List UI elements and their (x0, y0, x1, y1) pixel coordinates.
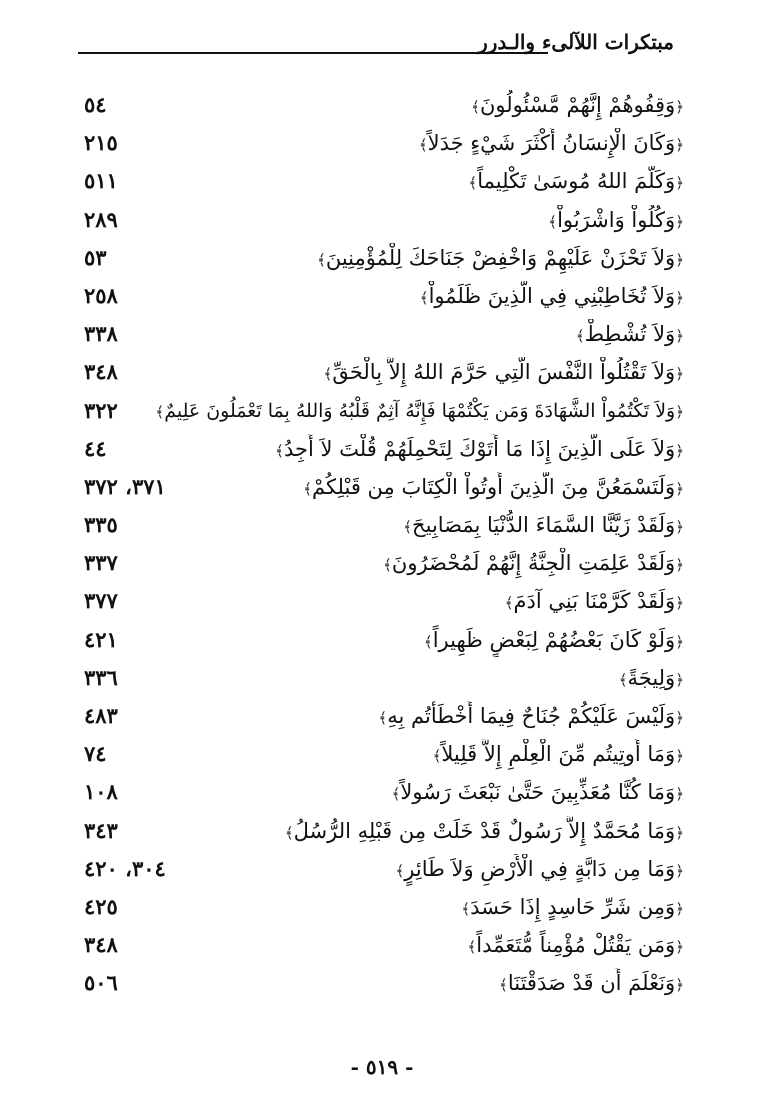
verse-open-bracket: ﴿ (675, 98, 684, 116)
page-reference: ٣٣٧ (84, 550, 118, 576)
verse-text (424, 625, 684, 657)
verse-close-bracket: ﴾ (303, 479, 312, 498)
verse-words: وَمَا مِن دَابَّةٍ فِي الْأَرْضِ وَلاَ طَائِرٍ (404, 856, 676, 881)
verse-open-bracket: ﴿ (675, 823, 684, 842)
verse-close-bracket: ﴾ (499, 976, 508, 995)
verse-words: وَمَا مُحَمَّدٌ إِلاَّ رَسُولٌ قَدْ خَلَتْ مِن قَبْلِهِ الرُّسُلُ (293, 818, 676, 843)
page-reference: ٥٣ (84, 244, 107, 270)
verse-close-bracket: ﴾ (471, 98, 480, 116)
verse-text (461, 892, 684, 924)
verse-close-bracket: ﴾ (317, 250, 326, 269)
verse-text (317, 243, 684, 275)
page-reference: ٣٣٨ (84, 321, 118, 347)
verse-text (419, 128, 684, 160)
page-reference: ٣٤٨ (84, 932, 118, 958)
verse-words: وَكَلَّمَ اللهُ مُوسَىٰ تَكْلِيماً (477, 169, 676, 194)
page-reference: ٣٠٤، ٤٢٠ (84, 855, 166, 881)
verse-words: وَكَانَ الْإِنسَانُ أَكْثَرَ شَيْءٍ جَدَلاً (427, 131, 676, 156)
verse-text (378, 701, 684, 733)
verse-close-bracket: ﴾ (284, 823, 294, 842)
verse-words: وَلَوْ كَانَ بَعْضُهُمْ لِبَعْضٍ ظَهِيراً (432, 627, 676, 652)
verse-index-list (84, 86, 684, 1003)
verse-text (468, 930, 685, 962)
verse-open-bracket: ﴿ (675, 632, 684, 651)
index-entry (84, 124, 684, 162)
page-reference: ٢٨٩ (84, 206, 118, 232)
index-entry (84, 353, 684, 391)
page-number: - ٥١٩ - (350, 1055, 414, 1079)
index-entry (84, 392, 684, 430)
verse-close-bracket: ﴾ (432, 747, 442, 766)
verse-text (392, 777, 684, 809)
verse-text (471, 90, 684, 122)
index-entry (84, 277, 684, 315)
verse-open-bracket: ﴿ (675, 441, 684, 460)
index-entry (84, 697, 684, 735)
verse-close-bracket: ﴾ (468, 174, 478, 193)
index-entry (84, 964, 684, 1002)
verse-words: وَلاَ عَلَى الَّذِينَ إِذَا مَا أَتَوْكَ لِتَحْمِلَهُمْ قُلْتَ لاَ أَجِدُ (283, 436, 676, 461)
verse-text (468, 166, 684, 198)
verse-open-bracket: ﴿ (675, 212, 684, 231)
verse-text (433, 739, 684, 771)
verse-words: وَلاَ تَحْزَنْ عَلَيْهِمْ وَاخْفِضْ جَنَاحَكَ لِلْمُؤْمِنِينَ (325, 245, 676, 270)
verse-close-bracket: ﴾ (548, 212, 558, 231)
page-reference: ٥١١ (84, 168, 118, 194)
verse-close-bracket: ﴾ (323, 365, 333, 384)
verse-text (303, 472, 684, 504)
verse-close-bracket: ﴾ (504, 594, 514, 613)
verse-close-bracket: ﴾ (391, 785, 401, 804)
verse-open-bracket: ﴿ (675, 785, 684, 804)
verse-close-bracket: ﴾ (155, 402, 165, 421)
verse-words: وَقِفُوهُمْ إِنَّهُمْ مَّسْئُولُونَ (479, 93, 676, 117)
verse-open-bracket: ﴿ (675, 250, 684, 269)
verse-words: وَمِن شَرِّ حَاسِدٍ إِذَا حَسَدَ (470, 894, 676, 919)
verse-close-bracket: ﴾ (403, 518, 413, 537)
index-entry (84, 659, 684, 697)
verse-words: وَلاَ تُشْطِطْ (584, 322, 676, 347)
verse-close-bracket: ﴾ (418, 136, 428, 155)
verse-text (324, 357, 684, 389)
page-reference: ٤٤ (84, 435, 107, 461)
verse-open-bracket: ﴿ (675, 365, 684, 384)
verse-text (499, 968, 684, 1000)
verse-close-bracket: ﴾ (467, 938, 477, 957)
verse-close-bracket: ﴾ (461, 899, 471, 918)
verse-open-bracket: ﴿ (675, 594, 684, 613)
verse-words: وَلَقَدْ كَرَّمْنَا بَنِي آدَمَ (513, 589, 676, 614)
index-entry (84, 888, 684, 926)
verse-words: وَكُلُواْ وَاشْرَبُواْ (557, 207, 676, 232)
page-reference: ٤٨٣ (84, 703, 118, 728)
verse-open-bracket: ﴿ (675, 136, 684, 155)
verse-open-bracket: ﴿ (675, 670, 684, 689)
verse-text (403, 510, 684, 542)
index-entry (84, 315, 684, 353)
index-entry (84, 735, 684, 773)
index-entry (84, 239, 684, 277)
page-reference: ٥٠٦ (84, 970, 118, 996)
verse-words: وَلَقَدْ عَلِمَتِ الْجِنَّةُ إِنَّهُمْ لَمُحْضَرُونَ (391, 551, 676, 576)
verse-open-bracket: ﴿ (675, 709, 684, 727)
verse-text (505, 586, 684, 618)
verse-open-bracket: ﴿ (675, 747, 684, 766)
verse-words: وَلاَ تَقْتُلُواْ النَّفْسَ الَّتِي حَرَّمَ اللهُ إِلاَّ بِالْحَقِّ (332, 360, 676, 385)
page-reference: ٣٧١، ٣٧٢ (84, 473, 166, 499)
page-reference: ٣٣٥ (84, 512, 118, 538)
index-entry (84, 926, 684, 964)
verse-words: وَلَتَسْمَعُنَّ مِنَ الَّذِينَ أُوتُواْ الْكِتَابَ مِن قَبْلِكُمْ (311, 474, 676, 499)
verse-text (576, 319, 684, 351)
page-reference: ٣٢٢ (84, 397, 118, 423)
index-entry (84, 506, 684, 544)
verse-words: وَمَا أُوتِيتُم مِّنَ الْعِلْمِ إِلاَّ قَلِيلاً (441, 742, 676, 767)
page-reference: ٣٤٨ (84, 359, 118, 385)
verse-open-bracket: ﴿ (675, 402, 684, 421)
verse-open-bracket: ﴿ (675, 556, 684, 575)
verse-open-bracket: ﴿ (675, 288, 684, 307)
verse-text (155, 396, 684, 427)
page-reference: ٣٤٣ (84, 817, 118, 843)
verse-text (395, 854, 684, 886)
verse-close-bracket: ﴾ (275, 441, 284, 460)
verse-words: وَنَعْلَمَ أَن قَدْ صَدَقْتَنَا (507, 971, 676, 996)
index-entry (84, 773, 684, 811)
verse-words: وَلاَ تَكْتُمُواْ الشَّهَادَةَ وَمَن يَكْتُمْهَا فَإِنَّهُ آثِمٌ قَلْبُهُ وَاللهُ بِمَا تَعْمَلُونَ عَلِيمٌ (164, 399, 676, 422)
page-reference: ٣٧٧ (84, 588, 118, 614)
verse-words: وَمَن يَقْتُلْ مُؤْمِناً مُّتَعَمِّداً (476, 933, 676, 958)
page-reference: ٢١٥ (84, 130, 118, 156)
page-reference: ٥٤ (84, 92, 107, 117)
verse-open-bracket: ﴿ (675, 861, 684, 880)
verse-words: وَلَقَدْ زَيَّنَّا السَّمَاءَ الدُّنْيَا بِمَصَابِيحَ (412, 513, 676, 538)
verse-close-bracket: ﴾ (395, 861, 405, 880)
index-entry (84, 430, 684, 468)
index-entry (84, 621, 684, 659)
verse-text (548, 205, 684, 237)
verse-text (275, 434, 684, 466)
index-entry (84, 468, 684, 506)
verse-close-bracket: ﴾ (575, 327, 585, 346)
verse-close-bracket: ﴾ (383, 556, 392, 575)
verse-open-bracket: ﴿ (675, 899, 684, 918)
running-header: مبتكرات اللآلىء والـدرر (478, 30, 674, 54)
verse-close-bracket: ﴾ (423, 632, 433, 651)
page-reference: ١٠٨ (84, 779, 118, 805)
verse-text (420, 281, 684, 313)
page-reference: ٢٥٨ (84, 282, 118, 308)
verse-open-bracket: ﴿ (675, 479, 684, 498)
verse-close-bracket: ﴾ (419, 288, 429, 307)
verse-close-bracket: ﴾ (618, 670, 628, 689)
index-entry (84, 544, 684, 582)
page-reference: ٧٤ (84, 741, 107, 767)
page-reference: ٣٣٦ (84, 664, 118, 690)
header-rule (78, 52, 548, 54)
verse-open-bracket: ﴿ (675, 174, 684, 193)
index-entry (84, 812, 684, 850)
index-entry (84, 162, 684, 200)
verse-words: وَلِيجَةً (627, 665, 676, 690)
verse-open-bracket: ﴿ (675, 327, 684, 346)
index-entry (84, 582, 684, 620)
verse-open-bracket: ﴿ (675, 976, 684, 995)
index-entry (84, 850, 684, 888)
verse-words: وَلَيْسَ عَلَيْكُمْ جُنَاحٌ فِيمَا أَخْطَأْتُم بِهِ (387, 704, 676, 728)
verse-words: وَلاَ تُخَاطِبْنِي فِي الَّذِينَ ظَلَمُواْ (428, 283, 676, 308)
verse-words: وَمَا كُنَّا مُعَذِّبِينَ حَتَّىٰ نَبْعَثَ رَسُولاً (400, 780, 676, 805)
index-entry (84, 201, 684, 239)
verse-open-bracket: ﴿ (675, 518, 684, 537)
verse-text (619, 663, 684, 695)
verse-text (383, 548, 684, 580)
verse-close-bracket: ﴾ (378, 709, 388, 727)
page-reference: ٤٢١ (84, 626, 118, 652)
verse-text (285, 816, 684, 848)
index-entry (84, 86, 684, 124)
page-reference: ٤٢٥ (84, 893, 118, 919)
verse-open-bracket: ﴿ (675, 938, 684, 957)
